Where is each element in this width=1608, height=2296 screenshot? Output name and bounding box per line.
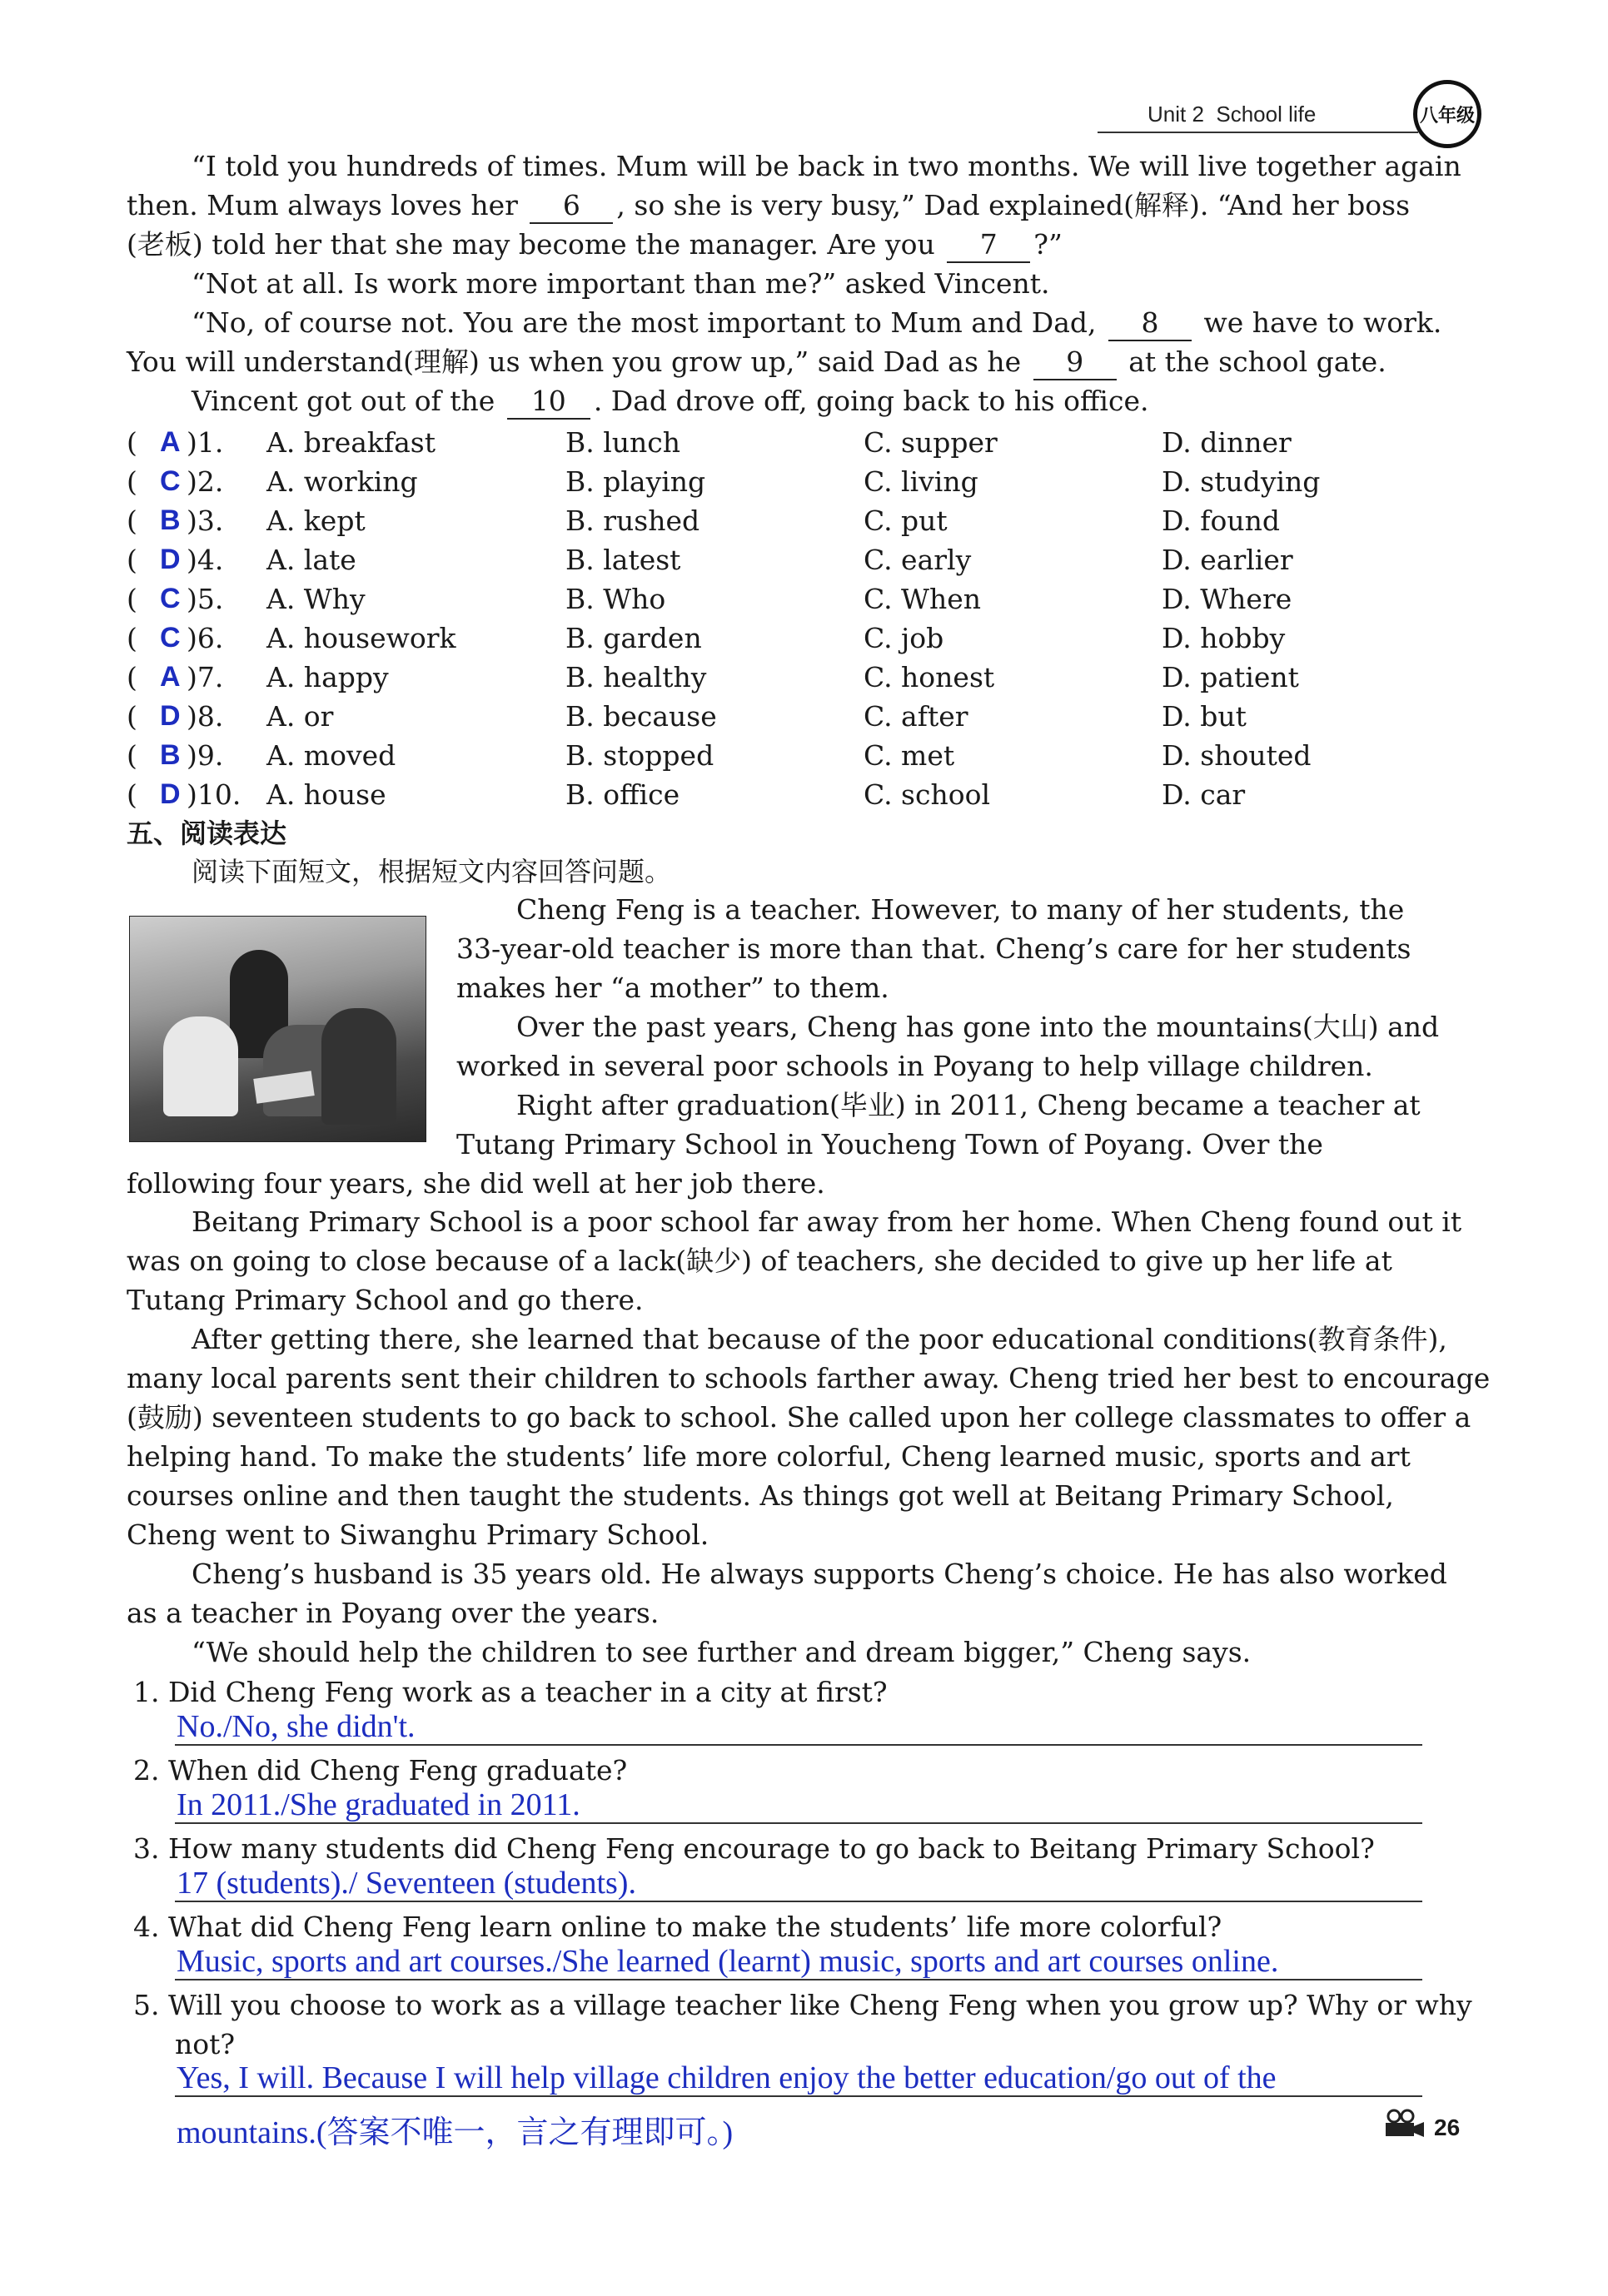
question-number: )2. bbox=[187, 465, 224, 498]
answer-text: 17 (students)./ Seventeen (students). bbox=[177, 1866, 636, 1901]
option-a: A. Why bbox=[266, 583, 366, 615]
answer-text: No./No, she didn't. bbox=[177, 1709, 416, 1744]
question-number: )9. bbox=[187, 739, 224, 772]
option-c: C. school bbox=[864, 778, 991, 811]
answer-line bbox=[175, 2095, 1422, 2097]
option-c: C. supper bbox=[864, 426, 998, 459]
passage2-line: Cheng’s husband is 35 years old. He always supports Cheng’s choice. He has also worked bbox=[192, 1558, 1447, 1590]
option-b: B. garden bbox=[565, 622, 702, 654]
answer-paren: ( bbox=[127, 661, 137, 693]
passage2-line: courses online and then taught the students. As things got well at Beitang Primary School, bbox=[127, 1479, 1394, 1512]
passage2-line: as a teacher in Poyang over the years. bbox=[127, 1597, 660, 1629]
answer-letter: C bbox=[160, 622, 181, 654]
header-rule bbox=[1098, 132, 1418, 133]
passage2-line: Beitang Primary School is a poor school far away from her home. When Cheng found out it bbox=[192, 1205, 1462, 1238]
passage1-text: at the school gate. bbox=[1128, 345, 1386, 378]
option-d: D. earlier bbox=[1162, 544, 1293, 576]
passage2-line: After getting there, she learned that because of the poor educational conditions(教育条件), bbox=[192, 1323, 1447, 1355]
option-a: A. happy bbox=[266, 661, 389, 693]
blank-8: 8 bbox=[1108, 306, 1192, 341]
answer-letter: A bbox=[160, 661, 181, 693]
answer-letter: C bbox=[160, 583, 181, 614]
question-number: )5. bbox=[187, 583, 224, 615]
option-row bbox=[127, 501, 1426, 540]
option-row bbox=[127, 697, 1426, 736]
passage1-text: ?” bbox=[1033, 228, 1063, 261]
answer-paren: ( bbox=[127, 544, 137, 576]
option-a: A. or bbox=[266, 700, 334, 733]
students-reading-photo bbox=[129, 916, 426, 1142]
passage1-text: You will understand(理解) us when you grow up,” said Dad as he bbox=[127, 345, 1022, 378]
option-d: D. hobby bbox=[1162, 622, 1286, 654]
passage1-text: Vincent got out of the bbox=[192, 385, 495, 417]
answer-line bbox=[175, 1822, 1422, 1824]
passage1-line bbox=[127, 186, 1410, 225]
answer-paren: ( bbox=[127, 583, 137, 615]
blank-10: 10 bbox=[507, 385, 590, 420]
option-b: B. stopped bbox=[565, 739, 714, 772]
answer-paren: ( bbox=[127, 778, 137, 811]
header-unit-title bbox=[1148, 102, 1316, 127]
option-b: B. Who bbox=[565, 583, 666, 615]
passage1-text: “No, of course not. You are the most important to Mum and Dad, bbox=[192, 306, 1097, 339]
passage2-line: Cheng went to Siwanghu Primary School. bbox=[127, 1518, 709, 1551]
passage1-line: “I told you hundreds of times. Mum will be back in two months. We will live together again bbox=[192, 150, 1461, 182]
option-row bbox=[127, 736, 1426, 775]
passage2-line: Cheng Feng is a teacher. However, to many of her students, the bbox=[516, 893, 1405, 926]
question-number: )7. bbox=[187, 661, 224, 693]
option-b: B. because bbox=[565, 700, 717, 733]
question-continued: not? bbox=[175, 2028, 236, 2060]
answer-paren: ( bbox=[127, 700, 137, 733]
answer-letter: C bbox=[160, 465, 181, 497]
answer-letter: D bbox=[160, 778, 181, 810]
option-a: A. house bbox=[266, 778, 386, 811]
answer-paren: ( bbox=[127, 465, 137, 498]
passage1-line bbox=[192, 303, 1441, 342]
option-a: A. breakfast bbox=[266, 426, 436, 459]
question-number: )4. bbox=[187, 544, 224, 576]
passage2-line: (鼓励) seventeen students to go back to school. She called upon her college classmates to offer a bbox=[127, 1401, 1471, 1434]
option-c: C. put bbox=[864, 504, 948, 537]
option-row bbox=[127, 462, 1426, 501]
option-row bbox=[127, 619, 1426, 658]
answer-paren: ( bbox=[127, 622, 137, 654]
question-number: )8. bbox=[187, 700, 224, 733]
option-b: B. office bbox=[565, 778, 680, 811]
unit-label: Unit 2 bbox=[1148, 102, 1204, 127]
question-number: )1. bbox=[187, 426, 224, 459]
option-c: C. early bbox=[864, 544, 972, 576]
section-heading: 五、阅读表达 bbox=[127, 818, 287, 849]
option-c: C. met bbox=[864, 739, 955, 772]
option-c: C. honest bbox=[864, 661, 995, 693]
option-a: A. moved bbox=[266, 739, 396, 772]
passage2-line: worked in several poor schools in Poyang to help village children. bbox=[456, 1050, 1373, 1082]
option-d: D. studying bbox=[1162, 465, 1321, 498]
passage2-line: was on going to close because of a lack(缺少) of teachers, she decided to give up her life at bbox=[127, 1245, 1392, 1277]
question: 2. When did Cheng Feng graduate? bbox=[133, 1754, 628, 1787]
answer-letter: A bbox=[160, 426, 181, 458]
passage2-line: Tutang Primary School and go there. bbox=[127, 1284, 644, 1316]
option-b: B. lunch bbox=[565, 426, 681, 459]
option-c: C. living bbox=[864, 465, 978, 498]
answer-text: Music, sports and art courses./She learned (learnt) music, sports and art courses online. bbox=[177, 1944, 1279, 1979]
question: 1. Did Cheng Feng work as a teacher in a city at first? bbox=[133, 1676, 888, 1708]
answer-letter: D bbox=[160, 700, 181, 732]
option-b: B. rushed bbox=[565, 504, 700, 537]
option-d: D. dinner bbox=[1162, 426, 1292, 459]
option-d: D. car bbox=[1162, 778, 1246, 811]
answer-letter: B bbox=[160, 739, 181, 771]
option-c: C. job bbox=[864, 622, 944, 654]
passage2-line: 33-year-old teacher is more than that. Cheng’s care for her students bbox=[456, 932, 1411, 965]
passage1-line bbox=[127, 225, 1063, 264]
answer-letter: B bbox=[160, 504, 181, 536]
passage1-text: . Dad drove off, going back to his office. bbox=[593, 385, 1149, 417]
passage1-text: , so she is very busy,” Dad explained(解释). “And her boss bbox=[616, 189, 1411, 221]
film-camera-icon bbox=[1382, 2109, 1426, 2139]
blank-9: 9 bbox=[1033, 345, 1117, 380]
question-number: )3. bbox=[187, 504, 224, 537]
option-d: D. patient bbox=[1162, 661, 1299, 693]
option-d: D. Where bbox=[1162, 583, 1292, 615]
passage1-text: (老板) told her that she may become the manager. Are you bbox=[127, 228, 935, 261]
grade-badge-icon bbox=[1413, 80, 1481, 148]
passage2-line: makes her “a mother” to them. bbox=[456, 972, 889, 1004]
page-number: 26 bbox=[1434, 2115, 1461, 2140]
answer-line bbox=[175, 1744, 1422, 1746]
option-d: D. found bbox=[1162, 504, 1280, 537]
passage2-line: Right after graduation(毕业) in 2011, Cheng became a teacher at bbox=[516, 1089, 1421, 1121]
passage1-line bbox=[127, 342, 1386, 381]
passage1-line bbox=[192, 381, 1148, 420]
option-row bbox=[127, 540, 1426, 579]
option-row bbox=[127, 579, 1426, 619]
blank-6: 6 bbox=[530, 189, 613, 224]
passage2-line: many local parents sent their children to schools farther away. Cheng tried her best to encourage bbox=[127, 1362, 1491, 1394]
option-b: B. playing bbox=[565, 465, 706, 498]
passage1-text: we have to work. bbox=[1203, 306, 1442, 339]
option-a: A. kept bbox=[266, 504, 366, 537]
answer-text-continued: mountains.(答案不唯一，言之有理即可。) bbox=[177, 2115, 734, 2150]
passage2-line: Tutang Primary School in Youcheng Town of Poyang. Over the bbox=[456, 1128, 1323, 1160]
answer-text: In 2011./She graduated in 2011. bbox=[177, 1787, 580, 1822]
question: 5. Will you choose to work as a village teacher like Cheng Feng when you grow up? Why or why bbox=[133, 1989, 1472, 2021]
answer-paren: ( bbox=[127, 426, 137, 459]
question-number: )10. bbox=[187, 778, 241, 811]
option-row bbox=[127, 775, 1426, 814]
answer-paren: ( bbox=[127, 504, 137, 537]
option-a: A. late bbox=[266, 544, 356, 576]
blank-7: 7 bbox=[947, 228, 1030, 263]
option-c: C. after bbox=[864, 700, 968, 733]
passage2-line: following four years, she did well at her job there. bbox=[127, 1167, 825, 1200]
section-instruction: 阅读下面短文，根据短文内容回答问题。 bbox=[192, 856, 672, 887]
option-c: C. When bbox=[864, 583, 982, 615]
option-b: B. healthy bbox=[565, 661, 707, 693]
option-a: A. working bbox=[266, 465, 418, 498]
option-row bbox=[127, 658, 1426, 697]
option-a: A. housework bbox=[266, 622, 456, 654]
answer-text: Yes, I will. Because I will help village children enjoy the better education/go out of the bbox=[177, 2060, 1277, 2095]
answer-line bbox=[175, 1979, 1422, 1980]
unit-title: School life bbox=[1216, 102, 1317, 127]
passage2-line: “We should help the children to see further and dream bigger,” Cheng says. bbox=[192, 1636, 1252, 1668]
question-number: )6. bbox=[187, 622, 224, 654]
option-b: B. latest bbox=[565, 544, 681, 576]
question: 4. What did Cheng Feng learn online to make the students’ life more colorful? bbox=[133, 1911, 1222, 1943]
answer-letter: D bbox=[160, 544, 181, 575]
passage2-line: helping hand. To make the students’ life more colorful, Cheng learned music, sports and art bbox=[127, 1440, 1411, 1473]
answer-line bbox=[175, 1901, 1422, 1902]
option-d: D. shouted bbox=[1162, 739, 1312, 772]
question: 3. How many students did Cheng Feng encourage to go back to Beitang Primary School? bbox=[133, 1832, 1375, 1865]
option-row bbox=[127, 423, 1426, 462]
answer-paren: ( bbox=[127, 739, 137, 772]
passage2-line: Over the past years, Cheng has gone into the mountains(大山) and bbox=[516, 1011, 1440, 1043]
passage1-text: then. Mum always loves her bbox=[127, 189, 518, 221]
passage1-line: “Not at all. Is work more important than me?” asked Vincent. bbox=[192, 267, 1050, 300]
option-d: D. but bbox=[1162, 700, 1247, 733]
grade-badge-label: 八年级 bbox=[1419, 105, 1475, 127]
